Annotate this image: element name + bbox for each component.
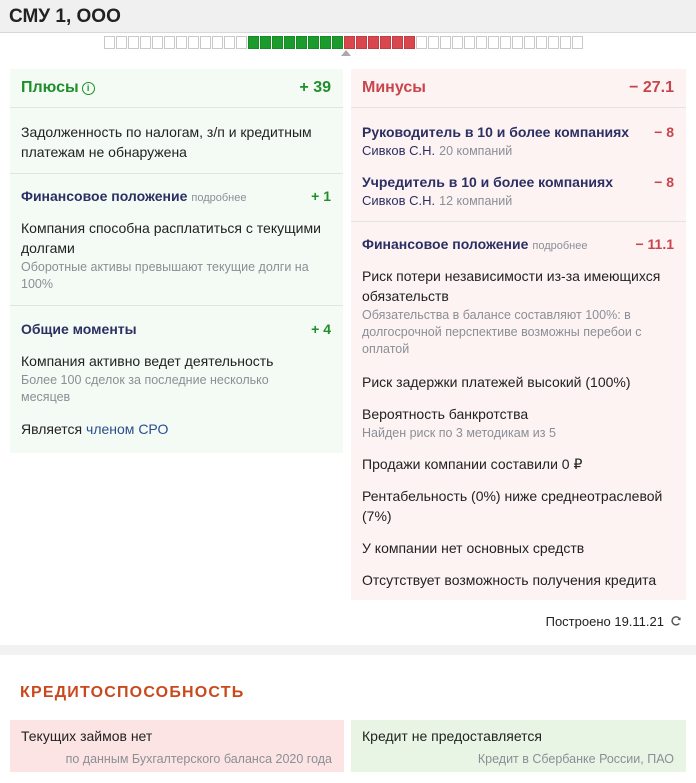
- title-bar: [0, 0, 696, 33]
- pros-heading: Плюсы i: [21, 79, 95, 97]
- current-loans-source: по данным Бухгалтерского баланса 2020 года: [65, 752, 332, 766]
- scale-cell-positive: [332, 36, 343, 49]
- scale-cell-empty: [452, 36, 463, 49]
- cons-heading: Минусы: [362, 79, 426, 96]
- divider: [10, 107, 343, 108]
- bankruptcy-subtext: Найден риск по 3 методикам из 5: [362, 426, 556, 440]
- scale-cell-empty: [524, 36, 535, 49]
- scale-cell-empty: [560, 36, 571, 49]
- director-person[interactable]: Сивков С.Н. 20 компаний: [362, 143, 513, 158]
- founder-heading: Учредитель в 10 и более компаниях: [362, 174, 613, 190]
- scale-cell-positive: [284, 36, 295, 49]
- no-debts-text: Задолженность по налогам, з/п и кредитным платежам не обнаружена: [21, 124, 312, 160]
- scale-cell-empty: [548, 36, 559, 49]
- independence-risk-text: Риск потери независимости из-за имеющихся обязательств: [362, 268, 661, 304]
- creditworthiness-title: КРЕДИТОСПОСОБНОСТЬ: [20, 684, 245, 701]
- independence-risk-subtext: Обязательства в балансе составляют 100%: в долгосрочной перспективе возможны перебои с оплатой: [362, 308, 642, 356]
- info-icon[interactable]: i: [82, 82, 95, 95]
- activity-subtext: Более 100 сделок за последние несколько месяцев: [21, 373, 269, 404]
- scale-cell-positive: [260, 36, 271, 49]
- credit-possibility-text: Отсутствует возможность получения кредита: [362, 572, 657, 588]
- director-score: − 8: [654, 124, 674, 140]
- sales-text: Продажи компании составили 0 ₽: [362, 456, 583, 472]
- cons-financial-score: − 11.1: [635, 236, 674, 252]
- more-link[interactable]: подробнее: [532, 240, 588, 252]
- pros-panel: [10, 69, 343, 453]
- director-heading: Руководитель в 10 и более компаниях: [362, 124, 630, 140]
- credit-status-box: [351, 720, 686, 772]
- divider: [10, 305, 343, 306]
- founder-score: − 8: [654, 174, 674, 190]
- pros-common-score: + 4: [311, 321, 331, 337]
- scale-cell-empty: [188, 36, 199, 49]
- sro-text: Является членом СРО: [21, 421, 169, 437]
- scale-cell-negative: [404, 36, 415, 49]
- scale-cell-negative: [392, 36, 403, 49]
- scale-cell-empty: [440, 36, 451, 49]
- scale-cell-empty: [200, 36, 211, 49]
- scale-cell-empty: [152, 36, 163, 49]
- scale-cell-empty: [224, 36, 235, 49]
- scale-cell-empty: [476, 36, 487, 49]
- creditworthiness-card: [0, 655, 696, 783]
- credit-status-source: Кредит в Сбербанке России, ПАО: [477, 752, 674, 766]
- fixed-assets-text: У компании нет основных средств: [362, 540, 585, 556]
- current-loans-box: [10, 720, 344, 772]
- scale-cell-empty: [428, 36, 439, 49]
- refresh-icon[interactable]: [670, 615, 682, 627]
- scale-cell-empty: [104, 36, 115, 49]
- scale-cell-positive: [320, 36, 331, 49]
- scale-pointer-icon: [341, 50, 351, 56]
- pros-financial-heading[interactable]: Финансовое положение подробнее: [21, 188, 247, 204]
- solvency-subtext: Оборотные активы превышают текущие долги на 100%: [21, 260, 309, 291]
- cons-financial-heading[interactable]: Финансовое положение подробнее: [362, 236, 588, 252]
- built-date: Построено 19.11.21: [546, 614, 682, 629]
- scale-cell-empty: [116, 36, 127, 49]
- scale-cell-empty: [512, 36, 523, 49]
- divider: [10, 173, 343, 174]
- scale-cell-positive: [308, 36, 319, 49]
- scale-cell-empty: [572, 36, 583, 49]
- current-loans-text: Текущих займов нет: [21, 728, 153, 744]
- scale-cell-empty: [536, 36, 547, 49]
- scale-cell-empty: [464, 36, 475, 49]
- pros-financial-score: + 1: [311, 188, 331, 204]
- reliability-scale: [104, 36, 583, 50]
- pros-score: + 39: [299, 79, 331, 96]
- scale-cell-empty: [488, 36, 499, 49]
- scale-cell-positive: [248, 36, 259, 49]
- founder-person[interactable]: Сивков С.Н. 12 компаний: [362, 193, 513, 208]
- pros-common-heading: Общие моменты: [21, 321, 137, 337]
- divider: [351, 107, 686, 108]
- profitability-text: Рентабельность (0%) ниже среднеотраслевой (7%): [362, 488, 663, 524]
- scale-cell-positive: [272, 36, 283, 49]
- scale-cell-negative: [356, 36, 367, 49]
- more-link[interactable]: подробнее: [191, 192, 247, 204]
- scale-cell-empty: [236, 36, 247, 49]
- divider: [351, 221, 686, 222]
- cons-score: − 27.1: [629, 79, 674, 96]
- sro-link[interactable]: членом СРО: [86, 421, 169, 437]
- company-title: СМУ 1, ООО: [9, 6, 121, 27]
- scale-cell-empty: [500, 36, 511, 49]
- scale-cell-negative: [368, 36, 379, 49]
- scale-cell-empty: [176, 36, 187, 49]
- scale-cell-empty: [140, 36, 151, 49]
- cons-panel: [351, 69, 686, 600]
- scale-cell-empty: [416, 36, 427, 49]
- scale-cell-negative: [344, 36, 355, 49]
- scale-cell-empty: [128, 36, 139, 49]
- scale-cell-empty: [164, 36, 175, 49]
- scale-cell-positive: [296, 36, 307, 49]
- scale-cell-negative: [380, 36, 391, 49]
- scale-cell-empty: [212, 36, 223, 49]
- activity-text: Компания активно ведет деятельность: [21, 353, 274, 369]
- bankruptcy-text: Вероятность банкротства: [362, 406, 529, 422]
- credit-status-text: Кредит не предоставляется: [362, 728, 542, 744]
- solvency-text: Компания способна расплатиться с текущими долгами: [21, 220, 321, 256]
- payment-delay-text: Риск задержки платежей высокий (100%): [362, 374, 631, 390]
